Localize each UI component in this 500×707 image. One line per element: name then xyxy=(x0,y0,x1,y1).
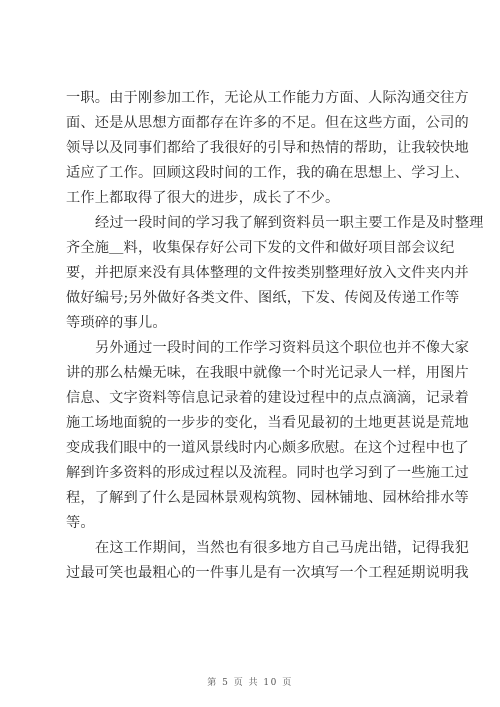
paragraph-1 xyxy=(66,86,469,211)
text-line: 一职。由于刚参加工作，无论从工作能力方面、人际沟通交往方 xyxy=(66,90,469,106)
document-body xyxy=(66,86,484,586)
text-line: 适应了工作。回顾这段时间的工作，我的确在思想上、学习上、 xyxy=(66,165,469,181)
paragraph-2 xyxy=(66,211,484,336)
text-line: 等琐碎的事儿。 xyxy=(66,315,167,331)
paragraph-3 xyxy=(66,336,470,536)
text-line: 过最可笑也最粗心的一件事儿是有一次填写一个工程延期说明我 xyxy=(66,565,469,581)
text-line: 变成我们眼中的一道风景线时内心颇多欣慰。在这个过程中也了 xyxy=(66,440,469,456)
text-line: 工作上都取得了很大的进步，成长了不少。 xyxy=(66,190,340,206)
text-line: 信息、文字资料等信息记录着的建设过程中的点点滴滴，记录着 xyxy=(66,390,469,406)
text-line: 讲的那么枯燥无味，在我眼中就像一个时光记录人一样，用图片 xyxy=(66,365,469,381)
text-line: 齐全施＿料，收集保存好公司下发的文件和做好项目部会议纪 xyxy=(66,240,455,256)
text-line: 等。 xyxy=(66,515,95,531)
text-line: 施工场地面貌的一步步的变化，当看见最初的土地更甚说是荒地 xyxy=(66,415,469,431)
paragraph-4 xyxy=(66,536,470,586)
text-line: 做好编号;另外做好各类文件、图纸，下发、传阅及传递工作等 xyxy=(66,290,460,306)
text-line: 经过一段时间的学习我了解到资料员一职主要工作是及时整理 xyxy=(95,215,484,231)
text-line: 程，了解到了什么是园林景观构筑物、园林铺地、园林给排水等 xyxy=(66,490,469,506)
text-line: 面、还是从思想方面都存在许多的不足。但在这些方面，公司的 xyxy=(66,115,469,131)
page-number-footer: 第 5 页 共 10 页 xyxy=(207,678,293,688)
text-line: 在这工作期间，当然也有很多地方自己马虎出错，记得我犯 xyxy=(95,540,470,556)
text-line: 另外通过一段时间的工作学习资料员这个职位也并不像大家 xyxy=(95,340,470,356)
text-line: 解到许多资料的形成过程以及流程。同时也学习到了一些施工过 xyxy=(66,465,469,481)
text-line: 要，并把原来没有具体整理的文件按类别整理好放入文件夹内并 xyxy=(66,265,469,281)
text-line: 领导以及同事们都给了我很好的引导和热情的帮助，让我较快地 xyxy=(66,140,469,156)
